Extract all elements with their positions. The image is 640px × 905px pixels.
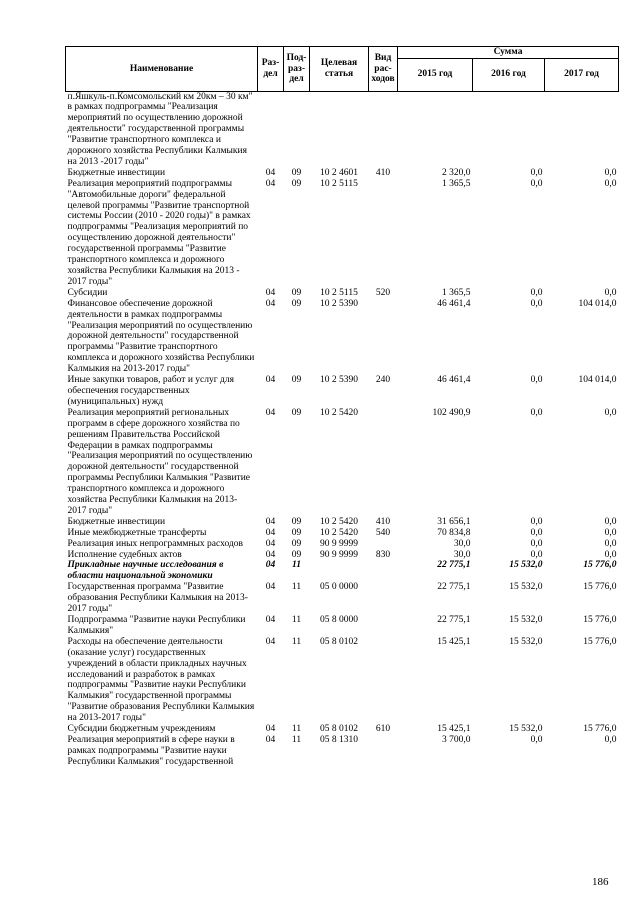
cell-2015: 102 490,9 xyxy=(432,407,471,418)
cell-subsection: 09 xyxy=(291,527,302,538)
cell-target-article: 05 0 0000 xyxy=(320,582,358,593)
cell-subsection: 09 xyxy=(291,538,302,549)
cell-expense-type xyxy=(369,539,398,550)
cell-expense-type: 240 xyxy=(375,375,391,386)
cell-expense-type: 830 xyxy=(375,549,391,560)
cell-name: Иные закупки товаров, работ и услуг для обеспечения государственных (муниципальных) нужд xyxy=(67,375,234,407)
cell-2017: 15 776,0 xyxy=(583,560,617,571)
cell-target-article: 05 8 0102 xyxy=(320,724,358,735)
cell-section: 04 xyxy=(265,407,276,418)
cell-section: 04 xyxy=(265,527,276,538)
cell-2017: 0,0 xyxy=(604,287,617,298)
cell-section: 04 xyxy=(265,636,276,647)
cell-target-article: 10 2 5115 xyxy=(320,287,358,298)
cell-2016: 15 532,0 xyxy=(509,560,543,571)
cell-section: 04 xyxy=(265,516,276,527)
table-row xyxy=(66,550,619,561)
cell-subsection: 09 xyxy=(291,298,302,309)
table-row xyxy=(66,637,619,724)
cell-section: 04 xyxy=(265,724,276,735)
cell-target-article: 05 8 0102 xyxy=(320,636,358,647)
cell-subsection: 09 xyxy=(291,516,302,527)
cell-2017: 0,0 xyxy=(604,516,617,527)
cell-2017: 15 776,0 xyxy=(583,615,617,625)
cell-name: Субсидии xyxy=(67,287,108,298)
cell-2017: 0,0 xyxy=(604,527,617,538)
cell-subsection xyxy=(284,91,310,168)
cell-target-article: 10 2 5420 xyxy=(320,407,358,418)
table-row xyxy=(66,288,619,299)
cell-target-article: 10 2 5390 xyxy=(320,298,358,309)
cell-name: Подпрограмма "Развитие науки Республики Калмыкия" xyxy=(67,615,246,636)
cell-name: Финансовое обеспечение дорожной деятельности в рамках подпрограммы "Реализация мероприятий по осуществлению дорожной деятельности" государственной программы "Развитие транспортного комплекса и дорожного хозяйства Республики Калмыкия на 2013-2017 годы" xyxy=(67,298,255,375)
cell-expense-type xyxy=(369,735,398,768)
cell-2017: 0,0 xyxy=(604,407,617,418)
cell-2017: 104 014,0 xyxy=(578,375,617,386)
cell-2016 xyxy=(473,91,545,168)
cell-2015: 30,0 xyxy=(453,538,471,549)
cell-subsection: 09 xyxy=(291,178,302,189)
header-sum: Сумма xyxy=(398,47,619,59)
cell-expense-type xyxy=(369,408,398,517)
cell-2015: 46 461,4 xyxy=(437,298,471,309)
table-body xyxy=(66,91,619,768)
table-row xyxy=(66,408,619,517)
cell-section: 04 xyxy=(265,582,276,593)
page-number: 186 xyxy=(592,876,609,888)
cell-target-article: 90 9 9999 xyxy=(320,538,358,549)
cell-subsection: 11 xyxy=(291,734,302,745)
cell-section: 04 xyxy=(265,178,276,189)
cell-2015: 70 834,8 xyxy=(437,527,471,538)
cell-target-article: 05 8 0000 xyxy=(320,615,358,625)
cell-target-article xyxy=(310,560,369,582)
header-year-2017: 2017 год xyxy=(545,58,619,91)
cell-expense-type xyxy=(369,179,398,288)
cell-2015: 46 461,4 xyxy=(437,375,471,386)
cell-2016: 0,0 xyxy=(530,298,543,309)
cell-subsection: 09 xyxy=(291,407,302,418)
cell-2016: 0,0 xyxy=(530,734,543,745)
cell-2015: 22 775,1 xyxy=(437,560,471,571)
cell-target-article: 05 8 1310 xyxy=(320,734,358,745)
cell-2015: 31 656,1 xyxy=(437,516,471,527)
table-row xyxy=(66,528,619,539)
cell-subsection: 09 xyxy=(291,287,302,298)
header-subsection: Под- раз- дел xyxy=(284,47,310,92)
cell-expense-type xyxy=(369,299,398,375)
cell-name: Реализация мероприятий подпрограммы "Автомобильные дороги" федеральной целевой программы "Развитие транспортной системы России (2010 - 2020 годы)" в рамках подпрограммы "Реализация мероприятий по осуществлению дорожной деятельности" государственной программы "Развитие транспортного комплекса и дорожного хозяйства Республики Калмыкия на 2013 - 2017 годы" xyxy=(67,178,251,287)
cell-section: 04 xyxy=(265,734,276,745)
table-row xyxy=(66,615,619,637)
cell-2017: 104 014,0 xyxy=(578,298,617,309)
table-row xyxy=(66,517,619,528)
cell-target-article: 10 2 5390 xyxy=(320,375,358,386)
cell-2016: 0,0 xyxy=(530,407,543,418)
cell-target-article: 10 2 4601 xyxy=(320,167,358,178)
cell-2015 xyxy=(398,91,473,168)
header-expense-type: Вид рас- ходов xyxy=(369,47,398,92)
cell-expense-type: 540 xyxy=(375,527,391,538)
cell-section: 04 xyxy=(265,298,276,309)
cell-expense-type xyxy=(369,582,398,615)
cell-2015: 3 700,0 xyxy=(442,734,471,745)
cell-subsection: 09 xyxy=(291,167,302,178)
cell-name: Иные межбюджетные трансферты xyxy=(67,527,207,538)
cell-2017: 0,0 xyxy=(604,167,617,178)
cell-2016: 0,0 xyxy=(530,538,543,549)
cell-2015: 22 775,1 xyxy=(437,615,471,625)
cell-subsection: 11 xyxy=(291,582,302,593)
cell-subsection: 11 xyxy=(291,724,302,735)
cell-2017: 15 776,0 xyxy=(583,724,617,735)
cell-subsection: 09 xyxy=(291,549,302,560)
cell-target-article: 10 2 5420 xyxy=(320,527,358,538)
cell-subsection: 11 xyxy=(291,636,302,647)
table-row xyxy=(66,560,619,582)
table-row xyxy=(66,539,619,550)
cell-2017: 0,0 xyxy=(604,734,617,745)
cell-name: Реализация мероприятий в сфере науки в рамках подпрограммы "Развитие науки Республики Калмыкия" государственной xyxy=(67,734,235,767)
cell-2016: 15 532,0 xyxy=(509,615,543,625)
cell-expense-type xyxy=(369,560,398,582)
cell-2017: 0,0 xyxy=(604,538,617,549)
cell-section: 04 xyxy=(265,167,276,178)
cell-2016: 15 532,0 xyxy=(509,582,543,593)
table-row xyxy=(66,735,619,768)
cell-expense-type: 520 xyxy=(375,287,391,298)
header-section: Раз- дел xyxy=(258,47,284,92)
cell-2015: 15 425,1 xyxy=(437,724,471,735)
header-year-2016: 2016 год xyxy=(473,58,545,91)
cell-name: Реализация иных непрограммных расходов xyxy=(67,538,244,549)
cell-2015: 30,0 xyxy=(453,549,471,560)
table-row xyxy=(66,724,619,735)
cell-section xyxy=(258,91,284,168)
cell-expense-type: 410 xyxy=(375,516,391,527)
cell-target-article: 10 2 5115 xyxy=(320,178,358,189)
header-year-2015: 2015 год xyxy=(398,58,473,91)
table-row xyxy=(66,91,619,168)
cell-subsection: 11 xyxy=(291,615,302,625)
cell-target-article: 90 9 9999 xyxy=(320,549,358,560)
cell-name: Бюджетные инвестиции xyxy=(67,516,166,527)
cell-section: 04 xyxy=(265,615,276,625)
cell-expense-type xyxy=(369,615,398,637)
cell-2016: 0,0 xyxy=(530,178,543,189)
cell-subsection: 11 xyxy=(292,560,301,571)
table-row xyxy=(66,168,619,179)
cell-target-article: 10 2 5420 xyxy=(320,516,358,527)
header-target-article: Целевая статья xyxy=(310,47,369,92)
table-row xyxy=(66,375,619,408)
cell-2015: 1 365,5 xyxy=(442,287,471,298)
cell-2016: 15 532,0 xyxy=(509,636,543,647)
cell-expense-type xyxy=(369,91,398,168)
cell-2016: 0,0 xyxy=(530,527,543,538)
budget-table xyxy=(65,46,619,768)
cell-name: Расходы на обеспечение деятельности (оказание услуг) государственных учреждений в области прикладных научных исследований и разработок в рамках подпрограммы "Развитие науки Республики Калмыкия" государственной программы "Развитие образования Республики Калмыкия на 2013-2017 годы" xyxy=(67,636,255,724)
cell-2017: 0,0 xyxy=(604,549,617,560)
cell-2016: 0,0 xyxy=(530,287,543,298)
cell-section: 04 xyxy=(265,538,276,549)
cell-section: 04 xyxy=(265,287,276,298)
table-row xyxy=(66,299,619,375)
table-row xyxy=(66,582,619,615)
cell-2016: 15 532,0 xyxy=(509,724,543,735)
table-row xyxy=(66,179,619,288)
cell-subsection: 09 xyxy=(291,375,302,386)
cell-target-article xyxy=(310,91,369,168)
cell-name: п.Яшкуль-п.Комсомольский км 20км – 30 км" в рамках подпрограммы "Реализация мероприятий по осуществлению дорожной деятельности" государственной программы "Развитие транспортного комплекса и дорожного хозяйства Республики Калмыкия на 2013 -2017 годы" xyxy=(67,91,253,167)
cell-expense-type: 410 xyxy=(375,167,391,178)
cell-name: Прикладные научные исследования в области национальной экономики xyxy=(67,560,224,582)
cell-2017: 15 776,0 xyxy=(583,636,617,647)
cell-section: 04 xyxy=(265,549,276,560)
cell-2016: 0,0 xyxy=(530,167,543,178)
cell-name: Реализация мероприятий региональных программ в сфере дорожного хозяйства по решениям Правительства Российской Федерации в рамках подпрограммы "Реализация мероприятий по осуществлению дорожной деятельности" государственной программы Республики Калмыкия "Развитие транспортного комплекса и дорожного хозяйства Республики Калмыкия на 2013-2017 годы" xyxy=(67,407,253,516)
cell-expense-type: 610 xyxy=(375,724,391,735)
header-name: Наименование xyxy=(66,47,258,92)
cell-2016: 0,0 xyxy=(530,375,543,386)
cell-2017 xyxy=(545,91,619,168)
cell-section: 04 xyxy=(265,375,276,386)
cell-2015: 1 365,5 xyxy=(442,178,471,189)
cell-section: 04 xyxy=(265,560,276,571)
cell-2016: 0,0 xyxy=(530,516,543,527)
cell-name: Субсидии бюджетным учреждениям xyxy=(67,724,216,735)
cell-2015: 2 320,0 xyxy=(442,167,471,178)
cell-2015: 15 425,1 xyxy=(437,636,471,647)
cell-2017: 15 776,0 xyxy=(583,582,617,593)
cell-2015: 22 775,1 xyxy=(437,582,471,593)
cell-name: Бюджетные инвестиции xyxy=(67,167,166,178)
cell-expense-type xyxy=(369,637,398,724)
cell-2017: 0,0 xyxy=(604,178,617,189)
cell-name: Государственная программа "Развитие образования Республики Калмыкия на 2013-2017 годы" xyxy=(67,582,248,615)
cell-name: Исполнение судебных актов xyxy=(67,549,182,560)
cell-2016: 0,0 xyxy=(530,549,543,560)
